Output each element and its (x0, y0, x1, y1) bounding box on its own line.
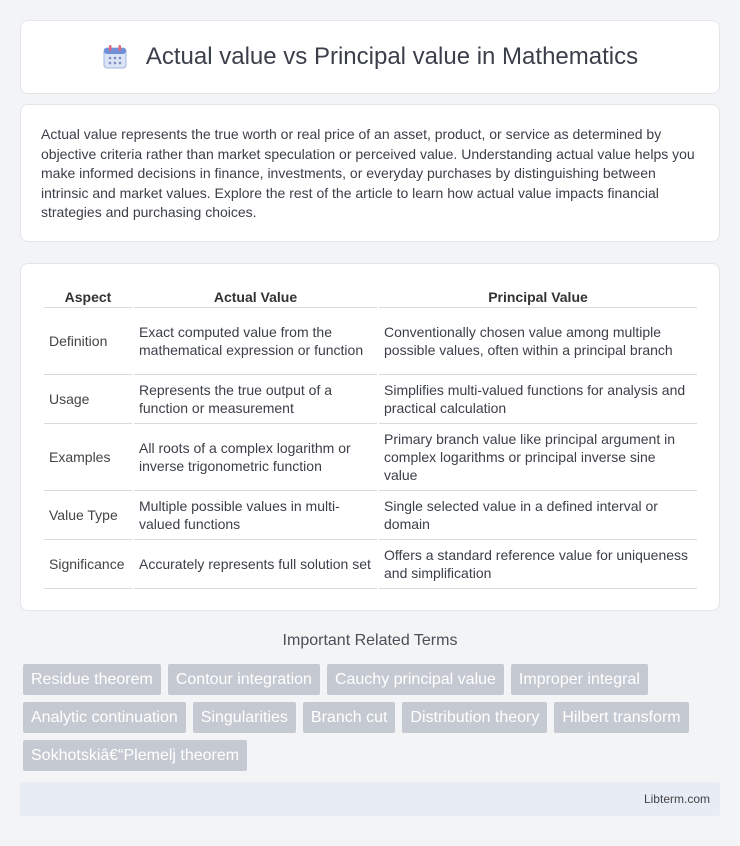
title-wrap (102, 43, 638, 71)
table-row (44, 308, 697, 375)
table-row (44, 424, 697, 491)
related-term-tag[interactable]: Distribution theory (402, 702, 547, 733)
page-title: Actual value vs Principal value in Mathematics (145, 43, 639, 70)
row-principal: Conventionally chosen value among multiple possible values, often within a principal branch (379, 308, 697, 375)
row-actual: All roots of a complex logarithm or inverse trigonometric function (134, 424, 377, 491)
comparison-table-card (20, 263, 720, 611)
row-aspect: Examples (44, 424, 132, 491)
intro-card (20, 104, 720, 242)
table-header-row (44, 286, 697, 308)
row-principal: Offers a standard reference value for uniqueness and simplification (379, 540, 697, 589)
table-row (44, 375, 697, 424)
related-term-tag[interactable]: Contour integration (168, 664, 320, 695)
footer-site-link[interactable]: Libterm.com (643, 792, 710, 806)
row-aspect: Value Type (44, 491, 132, 540)
row-actual: Exact computed value from the mathematical expression or function (134, 308, 377, 375)
intro-paragraph: Actual value represents the true worth or real price of an asset, product, or service as determined by objective criteria rather than market speculation or perceived value. Understanding actual value helps you make informed decisions in finance, investments, or everyday purchases by distinguishing between intrinsic and market values. Explore the rest of the article to learn how actual value impacts financial strategies and purchasing choices. (41, 126, 695, 221)
related-terms-title: Important Related Terms (282, 632, 458, 649)
row-aspect: Significance (44, 540, 132, 589)
row-aspect: Definition (44, 308, 132, 375)
related-terms-list (23, 664, 723, 771)
related-term-tag[interactable]: Improper integral (511, 664, 648, 695)
related-term-tag[interactable]: Branch cut (303, 702, 395, 733)
row-actual: Represents the true output of a function or measurement (134, 375, 377, 424)
comparison-table (42, 286, 699, 589)
table-row (44, 540, 697, 589)
header-card (20, 20, 720, 94)
header-aspect: Aspect (44, 286, 132, 308)
related-term-tag[interactable]: Analytic continuation (23, 702, 186, 733)
related-term-tag[interactable]: Sokhotskiâ€“Plemelj theorem (23, 740, 247, 771)
footer-bar (20, 782, 720, 816)
calendar-icon (102, 44, 128, 70)
row-principal: Single selected value in a defined interval or domain (379, 491, 697, 540)
row-actual: Accurately represents full solution set (134, 540, 377, 589)
related-term-tag[interactable]: Singularities (193, 702, 296, 733)
row-principal: Primary branch value like principal argument in complex logarithms or principal inverse sine value (379, 424, 697, 491)
header-principal-value: Principal Value (379, 286, 697, 308)
header-actual-value: Actual Value (134, 286, 377, 308)
row-principal: Simplifies multi-valued functions for analysis and practical calculation (379, 375, 697, 424)
related-term-tag[interactable]: Cauchy principal value (327, 664, 504, 695)
related-term-tag[interactable]: Residue theorem (23, 664, 161, 695)
table-row (44, 491, 697, 540)
row-aspect: Usage (44, 375, 132, 424)
row-actual: Multiple possible values in multi-valued functions (134, 491, 377, 540)
related-term-tag[interactable]: Hilbert transform (554, 702, 688, 733)
